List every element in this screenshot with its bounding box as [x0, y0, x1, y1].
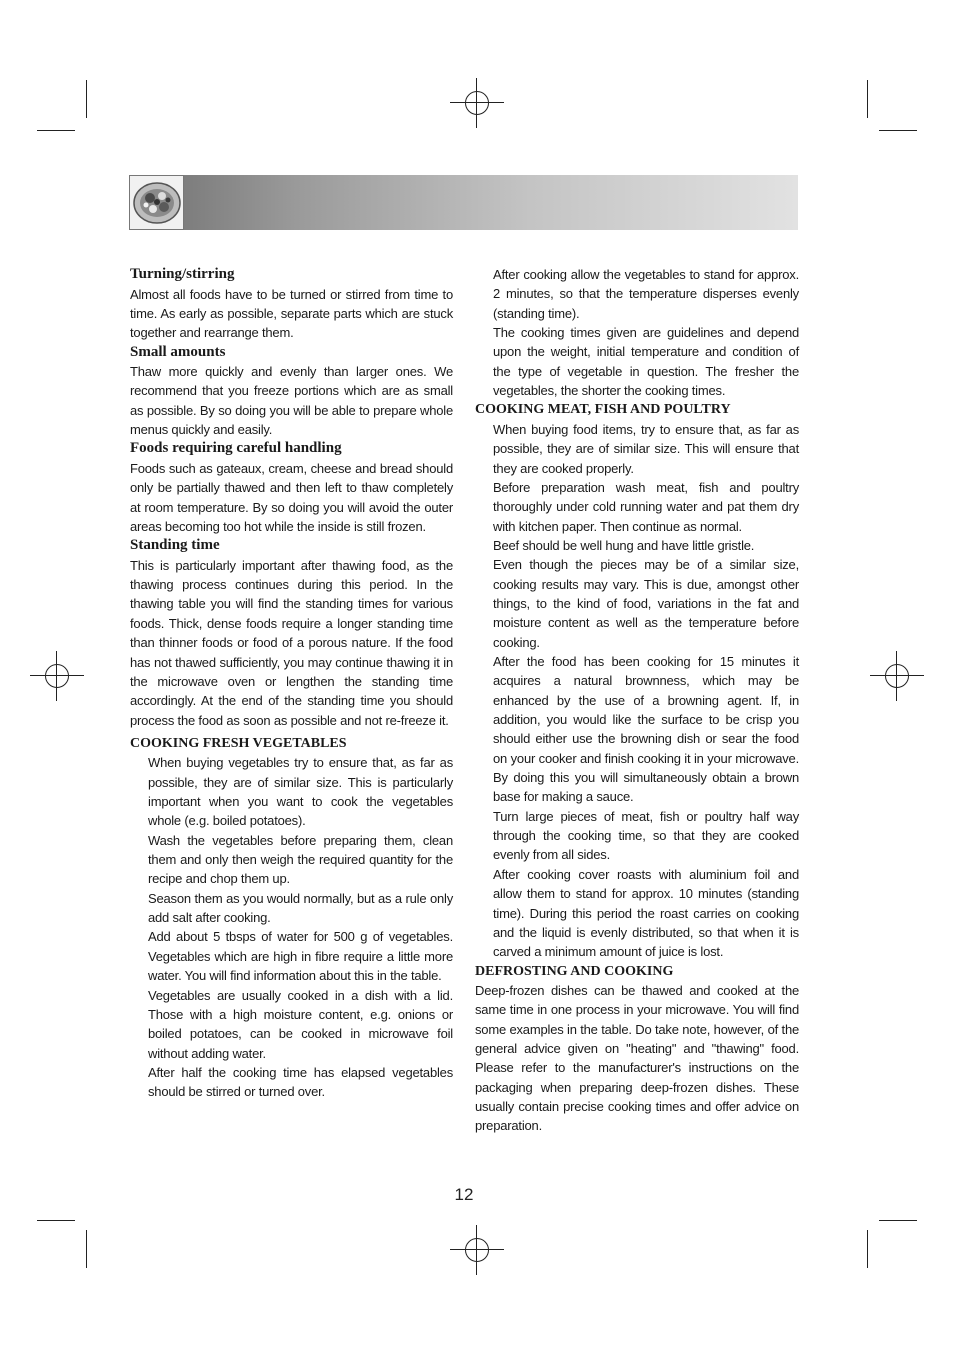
paragraph: When buying vegetables try to ensure that, as far as possible, they are of similar size. This is particularly important when you want to cook the vegetables whole (e.g. boiled potatoes).	[148, 755, 453, 829]
paragraph: Thaw more quickly and evenly than larger ones. We recommend that you freeze portions which are as small as possible. By so doing you will be able to prepare whole menus quickly and easily.	[130, 364, 453, 438]
paragraph: Before preparation wash meat, fish and poultry thoroughly under cold running water and pat them dry with kitchen paper. Then continue as normal.	[493, 479, 799, 534]
right-column	[475, 265, 799, 1136]
registration-mark-left	[45, 664, 69, 688]
section-heading: COOKING FRESH VEGETABLES	[130, 735, 347, 751]
paragraph: Almost all foods have to be turned or stirred from time to time. As early as possible, separate parts which are stuck together and rearrange them.	[130, 286, 453, 341]
crop-mark	[879, 130, 917, 131]
paragraph: Turn large pieces of meat, fish or poultry half way through the cooking time, so that they are cooked evenly from all sides.	[493, 808, 799, 863]
registration-mark-right	[885, 664, 909, 688]
section-heading: Turning/stirring	[130, 266, 235, 282]
paragraph: Season them as you would normally, but as a rule only add salt after cooking.	[148, 890, 453, 926]
crop-mark	[867, 80, 868, 118]
crop-mark	[37, 1220, 75, 1221]
paragraph: Add about 5 tbsps of water for 500 g of vegetables. Vegetables which are high in fibre require a little more water. You will find information about this in the table.	[148, 929, 453, 984]
header-banner	[129, 175, 798, 230]
paragraph: Foods such as gateaux, cream, cheese and bread should only be partially thawed and then left to thaw completely at room temperature. By so doing you will avoid the outer areas becoming too hot while the inside is still frozen.	[130, 460, 453, 534]
food-plate-icon	[129, 175, 184, 230]
vegetables-list	[130, 753, 453, 1101]
section-heading: COOKING MEAT, FISH AND POULTRY	[475, 402, 731, 418]
crop-mark	[86, 80, 87, 118]
paragraph: After cooking allow the vegetables to stand for approx. 2 minutes, so that the temperature disperses evenly (standing time).	[493, 267, 799, 321]
section-heading: Standing time	[130, 537, 220, 554]
vegetables-continued	[475, 265, 799, 400]
paragraph: When buying food items, try to ensure that, as far as possible, they are of similar size. This will ensure that they are cooked properly.	[493, 421, 799, 476]
crop-mark	[86, 1230, 87, 1268]
paragraph: After half the cooking time has elapsed vegetables should be stirred or turned over.	[148, 1064, 453, 1100]
paragraph: Deep-frozen dishes can be thawed and cooked at the same time in one process in your microwave. You will find some examples in the table. Do take note, however, of the general advice given on "heating" and "thawing" food. Please refer to the manufacturer's instructions on the packaging when preparing deep-frozen dishes. These usually contain precise cooking times and offer advice on preparation.	[475, 983, 799, 1134]
meat-list	[475, 420, 799, 962]
crop-mark	[879, 1220, 917, 1221]
registration-mark-top	[465, 91, 489, 115]
section-heading: Foods requiring careful handling	[130, 440, 342, 457]
paragraph: Even though the pieces may be of a similar size, cooking results may vary. This is due, amongst other things, to the kind of food, variations in the fat and moisture content as well as the temperature before cooking.	[493, 557, 799, 650]
paragraph: After cooking cover roasts with aluminium foil and allow them to stand for approx. 10 minutes (standing time). During this period the roast carries on cooking and the liquid is evenly distributed, so that when it is carved a minimum amount of juice is lost.	[493, 866, 799, 960]
section-heading: DEFROSTING AND COOKING	[475, 963, 674, 979]
crop-mark	[37, 130, 75, 131]
paragraph: After the food has been cooking for 15 minutes it acquires a natural brownness, which may be enhanced by the use of a browning agent. If, in addition, you would like the surface to be crisp you should either use the browning dish or sear the food on your cooker and finish cooking it in your microwave. By doing this you will simultaneously obtain a brown base for making a sauce.	[493, 654, 799, 805]
paragraph: This is particularly important after thawing food, as the thawing process continues during this period. In the thawing table you will find the standing times for various foods. Thick, dense foods require a longer standing time than thinner foods or food of a porous nature. If the food has not thawed sufficiently, you may continue thawing it in the microwave oven or lengthen the standing time accordingly. At the end of the standing time you should process the food as soon as possible and not re-freeze it.	[130, 557, 453, 728]
registration-mark-bottom	[465, 1238, 489, 1262]
paragraph: Wash the vegetables before preparing them, clean them and only then weigh the required quantity for the recipe and chop them up.	[148, 832, 453, 887]
paragraph: Beef should be well hung and have little gristle.	[493, 537, 755, 553]
left-column	[130, 265, 453, 1102]
crop-mark	[867, 1230, 868, 1268]
paragraph: Vegetables are usually cooked in a dish with a lid. Those with a high moisture content, e.g. onions or boiled potatoes, can be cooked in microwave foil without adding water.	[148, 987, 453, 1061]
paragraph: The cooking times given are guidelines and depend upon the weight, initial temperature and condition of the type of vegetable in question. The fresher the vegetables, the shorter the cooking times.	[493, 325, 799, 399]
page-number: 12	[454, 1185, 474, 1204]
section-heading: Small amounts	[130, 343, 226, 360]
